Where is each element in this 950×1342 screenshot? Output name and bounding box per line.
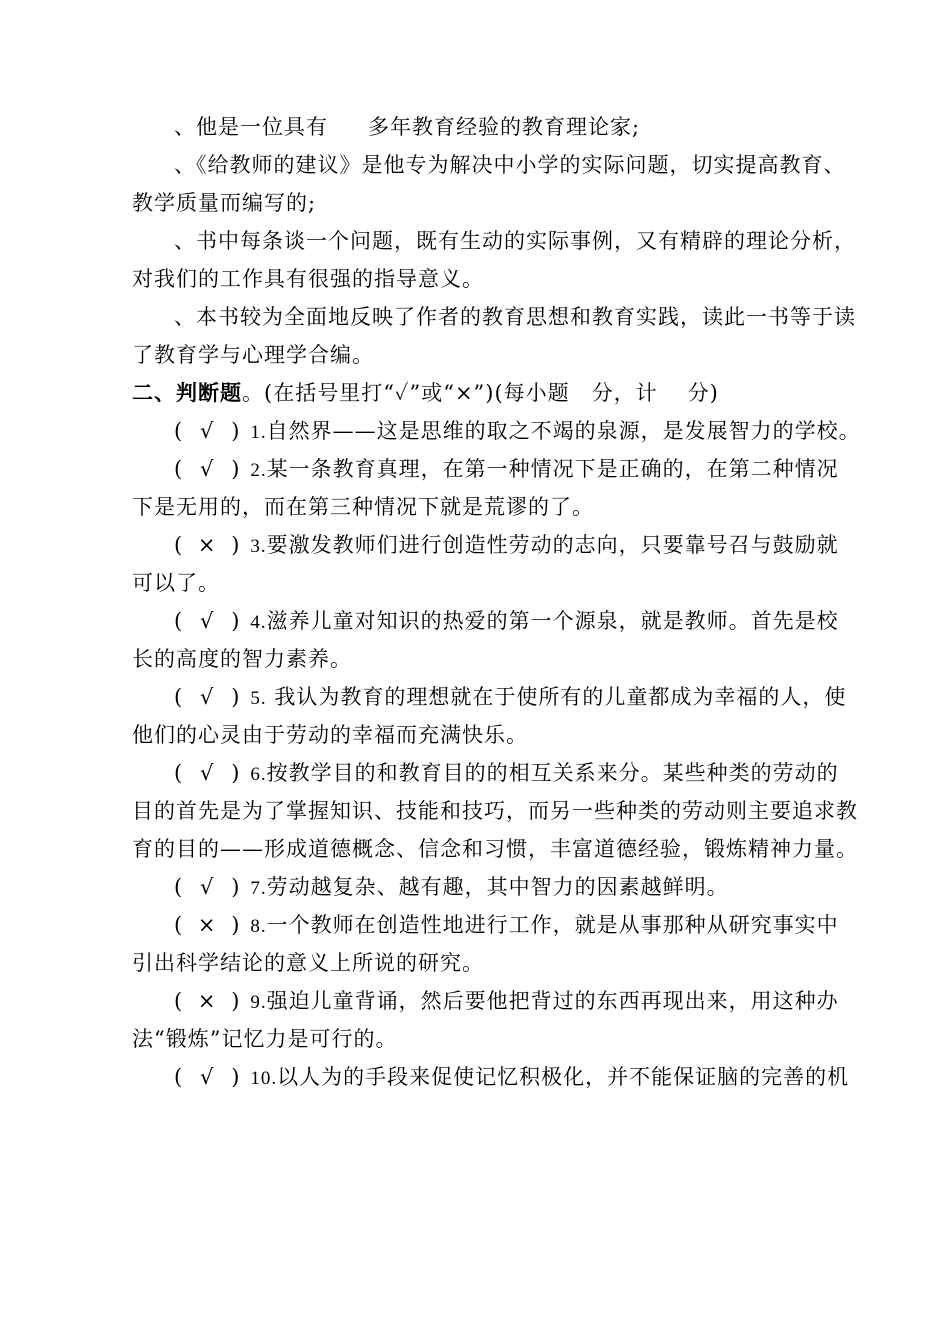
question-text: 法“锻炼”记忆力是可行的。 <box>132 1027 398 1051</box>
question-number: 4. <box>250 612 267 633</box>
summary-line: 、书中每条谈一个问题，既有生动的实际事例，又有精辟的理论分析， <box>174 229 856 253</box>
question-text: 某一条教育真理，在第一种情况下是正确的，在第二种情况 <box>266 457 839 481</box>
question-item <box>132 450 850 526</box>
answer-mark: × <box>197 913 217 937</box>
question-text: 劳动越复杂、越有趣，其中智力的因素越鲜明。 <box>266 875 729 899</box>
question-text: 滋养儿童对知识的热爱的第一个源泉，就是教师。首先是校 <box>266 609 839 633</box>
question-number: 9. <box>250 992 267 1013</box>
question-number: 2. <box>250 460 267 481</box>
section-instruction: 分) <box>687 381 719 405</box>
answer-mark: √ <box>200 457 215 481</box>
answer-mark: √ <box>200 761 215 785</box>
answer-mark: √ <box>200 419 215 443</box>
bracket-open: ( <box>174 609 184 633</box>
bracket-open: ( <box>174 913 184 937</box>
bracket-close: ) <box>231 989 241 1013</box>
question-number: 7. <box>250 878 267 899</box>
question-item <box>132 982 850 1058</box>
question-text: 一个教师在创造性地进行工作，就是从事那种从研究事实中 <box>266 913 839 937</box>
question-item <box>132 754 858 868</box>
question-item <box>132 868 850 906</box>
bracket-open: ( <box>174 533 184 557</box>
summary-line: 教学质量而编写的; <box>132 191 317 215</box>
answer-mark: √ <box>200 609 215 633</box>
bracket-open: ( <box>174 457 184 481</box>
question-text: 育的目的——形成道德概念、信念和习惯，丰富道德经验，锻炼精神力量。 <box>132 837 858 861</box>
summary-item <box>132 108 850 146</box>
question-number: 3. <box>250 536 267 557</box>
summary-item <box>132 222 856 298</box>
answer-mark: √ <box>200 685 215 709</box>
question-list <box>132 412 861 1096</box>
bracket-close: ) <box>231 875 241 899</box>
bracket-open: ( <box>174 989 184 1013</box>
summary-line: 、他是一位具有 <box>174 115 328 139</box>
bracket-close: ) <box>231 761 241 785</box>
bracket-open: ( <box>174 875 184 899</box>
question-text: 按教学目的和教育目的的相互关系来分。某些种类的劳动的 <box>266 761 839 785</box>
question-item <box>132 678 850 754</box>
question-number: 6. <box>250 764 267 785</box>
bracket-close: ) <box>231 685 241 709</box>
summary-line: 多年教育经验的教育理论家; <box>368 115 641 139</box>
question-item <box>132 906 850 982</box>
question-number: 5. <box>250 688 267 709</box>
bracket-close: ) <box>231 533 241 557</box>
question-text: 目的首先是为了掌握知识、技能和技巧，而另一些种类的劳动则主要追求教 <box>132 799 858 823</box>
section-instruction: 分，计 <box>591 381 658 405</box>
question-item <box>132 1058 850 1096</box>
question-number: 1. <box>250 422 267 443</box>
summary-line: 了教育学与心理学合编。 <box>132 343 374 367</box>
question-item <box>132 412 861 450</box>
summary-item <box>132 146 850 222</box>
bracket-open: ( <box>174 685 184 709</box>
bracket-close: ) <box>231 609 241 633</box>
answer-mark: √ <box>200 875 215 899</box>
bracket-open: ( <box>174 419 184 443</box>
question-number: 10. <box>250 1068 278 1089</box>
bracket-close: ) <box>231 1065 241 1089</box>
question-text: 我认为教育的理想就在于使所有的儿童都成为幸福的人，使 <box>266 685 847 709</box>
bracket-close: ) <box>231 457 241 481</box>
answer-mark: √ <box>200 1065 215 1089</box>
summary-line: 、《给教师的建议》是他专为解决中小学的实际问题，切实提高教育、 <box>174 153 846 177</box>
question-text: 以人为的手段来促使记忆积极化，并不能保证脑的完善的机 <box>277 1065 850 1089</box>
question-item <box>132 526 850 602</box>
question-text: 长的高度的智力素养。 <box>132 647 352 671</box>
bracket-open: ( <box>174 1065 184 1089</box>
question-text: 强迫儿童背诵，然后要他把背过的东西再现出来，用这种办 <box>266 989 839 1013</box>
bracket-open: ( <box>174 761 184 785</box>
question-text: 要激发教师们进行创造性劳动的志向，只要靠号召与鼓励就 <box>266 533 839 557</box>
document-page <box>132 108 861 1096</box>
question-number: 8. <box>250 916 267 937</box>
bracket-close: ) <box>231 913 241 937</box>
section-instruction: 。(在括号里打“✓”或“×”)(每小题 <box>242 381 570 405</box>
answer-mark: × <box>197 533 217 557</box>
summary-item <box>132 298 856 374</box>
question-text: 他们的心灵由于劳动的幸福而充满快乐。 <box>132 723 528 747</box>
bracket-close: ) <box>231 419 241 443</box>
question-text: 下是无用的，而在第三种情况下就是荒谬的了。 <box>132 495 594 519</box>
question-text: 自然界——这是思维的取之不竭的泉源，是发展智力的学校。 <box>266 419 861 443</box>
section-label: 二、判断题 <box>132 380 242 405</box>
section-heading <box>132 374 850 412</box>
answer-mark: × <box>197 989 217 1013</box>
summary-line: 对我们的工作具有很强的指导意义。 <box>132 267 484 291</box>
question-text: 引出科学结论的意义上所说的研究。 <box>132 951 484 975</box>
question-text: 可以了。 <box>132 571 220 595</box>
summary-line: 、本书较为全面地反映了作者的教育思想和教育实践，读此一书等于读 <box>174 305 856 329</box>
question-item <box>132 602 850 678</box>
